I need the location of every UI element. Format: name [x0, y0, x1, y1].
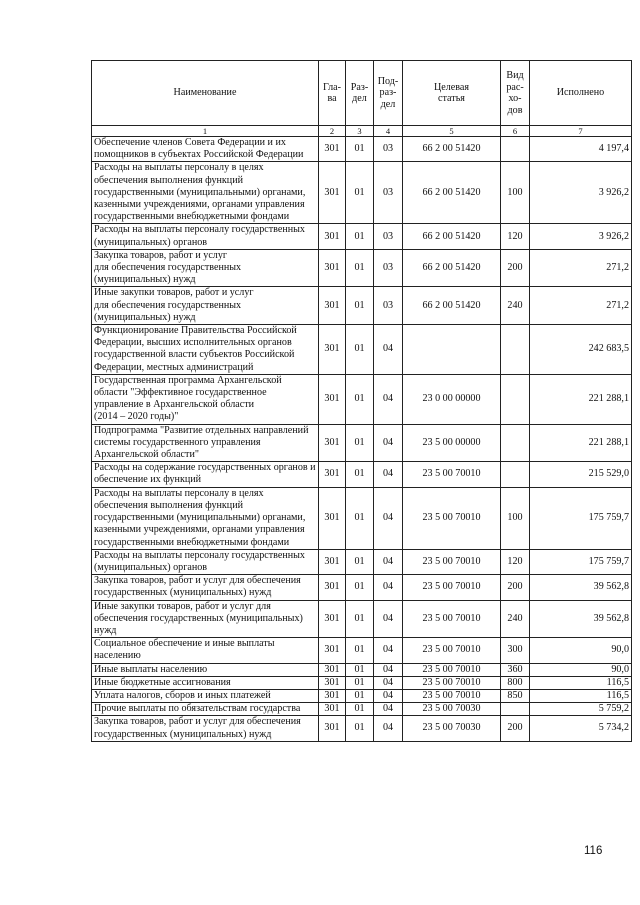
chapter-cell: 301	[319, 162, 346, 224]
table-row	[92, 287, 632, 325]
expense-type-cell: 200	[501, 716, 530, 741]
row-name-cell: Расходы на выплаты персоналу государственных (муниципальных) органов	[92, 549, 319, 574]
section-cell: 01	[346, 703, 374, 716]
table-row	[92, 676, 632, 689]
amount-cell: 271,2	[530, 287, 632, 325]
target-cell: 66 2 00 51420	[403, 287, 501, 325]
expense-type-cell: 100	[501, 162, 530, 224]
subsection-cell: 04	[374, 663, 403, 676]
table-row	[92, 249, 632, 287]
amount-cell: 215 529,0	[530, 462, 632, 487]
chapter-cell: 301	[319, 703, 346, 716]
row-name-cell: Закупка товаров, работ и услуг для обеспечения государственных (муниципальных) нужд	[92, 575, 319, 600]
header-name: Наименование	[92, 61, 319, 126]
expense-type-cell	[501, 137, 530, 162]
section-cell: 01	[346, 487, 374, 549]
row-name-cell: Расходы на выплаты персоналу в целях обеспечения выполнения функций государственными (муниципальными) органами, казенными учреждениями, органами управления государственными внебюджетными фондами	[92, 487, 319, 549]
table-row	[92, 575, 632, 600]
header-subsection: Под- раз- дел	[374, 61, 403, 126]
row-name-cell: Социальное обеспечение и иные выплаты населению	[92, 638, 319, 663]
row-name-cell: Обеспечение членов Совета Федерации и их помощников в субъектах Российской Федерации	[92, 137, 319, 162]
row-name-cell: Уплата налогов, сборов и иных платежей	[92, 689, 319, 702]
section-cell: 01	[346, 287, 374, 325]
row-name-cell: Иные закупки товаров, работ и услуг для обеспечения государственных (муниципальных) нужд	[92, 600, 319, 638]
section-cell: 01	[346, 638, 374, 663]
header-section: Раз- дел	[346, 61, 374, 126]
amount-cell: 175 759,7	[530, 549, 632, 574]
table-row	[92, 487, 632, 549]
amount-cell: 3 926,2	[530, 162, 632, 224]
amount-cell: 90,0	[530, 638, 632, 663]
chapter-cell: 301	[319, 224, 346, 249]
table-row	[92, 689, 632, 702]
subsection-cell: 04	[374, 424, 403, 462]
chapter-cell: 301	[319, 325, 346, 375]
column-number: 1	[92, 126, 319, 137]
amount-cell: 3 926,2	[530, 224, 632, 249]
target-cell: 23 5 00 70010	[403, 689, 501, 702]
amount-cell: 5 734,2	[530, 716, 632, 741]
expense-type-cell: 200	[501, 575, 530, 600]
expense-type-cell	[501, 424, 530, 462]
subsection-cell: 03	[374, 137, 403, 162]
target-cell	[403, 325, 501, 375]
target-cell: 23 5 00 70010	[403, 638, 501, 663]
subsection-cell: 04	[374, 676, 403, 689]
chapter-cell: 301	[319, 663, 346, 676]
table-row	[92, 325, 632, 375]
chapter-cell: 301	[319, 638, 346, 663]
expense-type-cell: 240	[501, 600, 530, 638]
target-cell: 23 5 00 70010	[403, 575, 501, 600]
amount-cell: 39 562,8	[530, 575, 632, 600]
table-row	[92, 703, 632, 716]
header-target: Целевая статья	[403, 61, 501, 126]
row-name-cell: Иные закупки товаров, работ и услуг для обеспечения государственных (муниципальных) нужд	[92, 287, 319, 325]
row-name-cell: Иные выплаты населению	[92, 663, 319, 676]
expense-type-cell: 120	[501, 549, 530, 574]
section-cell: 01	[346, 689, 374, 702]
row-name-cell: Прочие выплаты по обязательствам государства	[92, 703, 319, 716]
target-cell: 23 5 00 70010	[403, 549, 501, 574]
subsection-cell: 04	[374, 374, 403, 424]
row-name-cell: Иные бюджетные ассигнования	[92, 676, 319, 689]
expense-type-cell	[501, 325, 530, 375]
amount-cell: 221 288,1	[530, 374, 632, 424]
section-cell: 01	[346, 600, 374, 638]
page-number: 116	[584, 845, 603, 857]
header-executed: Исполнено	[530, 61, 632, 126]
target-cell: 23 5 00 70010	[403, 487, 501, 549]
target-cell: 23 5 00 00000	[403, 424, 501, 462]
section-cell: 01	[346, 224, 374, 249]
subsection-cell: 04	[374, 487, 403, 549]
budget-execution-table	[91, 60, 632, 742]
section-cell: 01	[346, 374, 374, 424]
section-cell: 01	[346, 676, 374, 689]
section-cell: 01	[346, 424, 374, 462]
chapter-cell: 301	[319, 249, 346, 287]
expense-type-cell: 850	[501, 689, 530, 702]
expense-type-cell	[501, 374, 530, 424]
header-chapter: Гла- ва	[319, 61, 346, 126]
row-name-cell: Закупка товаров, работ и услуг для обеспечения государственных (муниципальных) нужд	[92, 716, 319, 741]
target-cell: 66 2 00 51420	[403, 137, 501, 162]
amount-cell: 175 759,7	[530, 487, 632, 549]
subsection-cell: 04	[374, 575, 403, 600]
amount-cell: 242 683,5	[530, 325, 632, 375]
chapter-cell: 301	[319, 287, 346, 325]
table-row	[92, 462, 632, 487]
header-expense-type: Вид рас- хо- дов	[501, 61, 530, 126]
section-cell: 01	[346, 162, 374, 224]
expense-type-cell: 200	[501, 249, 530, 287]
row-name-cell: Подпрограмма "Развитие отдельных направлений системы государственного управления Архангельской области"	[92, 424, 319, 462]
row-name-cell: Расходы на выплаты персоналу государственных (муниципальных) органов	[92, 224, 319, 249]
column-number: 4	[374, 126, 403, 137]
row-name-cell: Расходы на содержание государственных органов и обеспечение их функций	[92, 462, 319, 487]
target-cell: 66 2 00 51420	[403, 249, 501, 287]
target-cell: 23 5 00 70010	[403, 462, 501, 487]
amount-cell: 90,0	[530, 663, 632, 676]
subsection-cell: 04	[374, 325, 403, 375]
expense-type-cell: 300	[501, 638, 530, 663]
subsection-cell: 04	[374, 689, 403, 702]
amount-cell: 116,5	[530, 689, 632, 702]
target-cell: 23 5 00 70010	[403, 600, 501, 638]
table-row	[92, 716, 632, 741]
header-row	[92, 61, 632, 126]
amount-cell: 39 562,8	[530, 600, 632, 638]
chapter-cell: 301	[319, 716, 346, 741]
chapter-cell: 301	[319, 424, 346, 462]
chapter-cell: 301	[319, 137, 346, 162]
target-cell: 23 5 00 70030	[403, 703, 501, 716]
amount-cell: 5 759,2	[530, 703, 632, 716]
chapter-cell: 301	[319, 462, 346, 487]
row-name-cell: Государственная программа Архангельской области "Эффективное государственное управление в Архангельской области (2014 – 2020 годы)"	[92, 374, 319, 424]
target-cell: 23 5 00 70010	[403, 663, 501, 676]
table-row	[92, 137, 632, 162]
expense-type-cell: 100	[501, 487, 530, 549]
section-cell: 01	[346, 325, 374, 375]
table-row	[92, 424, 632, 462]
amount-cell: 116,5	[530, 676, 632, 689]
subsection-cell: 04	[374, 549, 403, 574]
chapter-cell: 301	[319, 600, 346, 638]
section-cell: 01	[346, 575, 374, 600]
subsection-cell: 03	[374, 162, 403, 224]
chapter-cell: 301	[319, 487, 346, 549]
subsection-cell: 04	[374, 638, 403, 663]
subsection-cell: 04	[374, 462, 403, 487]
table-row	[92, 224, 632, 249]
table-row	[92, 374, 632, 424]
section-cell: 01	[346, 663, 374, 676]
chapter-cell: 301	[319, 374, 346, 424]
section-cell: 01	[346, 249, 374, 287]
chapter-cell: 301	[319, 575, 346, 600]
column-number: 2	[319, 126, 346, 137]
subsection-cell: 04	[374, 703, 403, 716]
target-cell: 66 2 00 51420	[403, 162, 501, 224]
amount-cell: 221 288,1	[530, 424, 632, 462]
table-row	[92, 162, 632, 224]
chapter-cell: 301	[319, 676, 346, 689]
amount-cell: 271,2	[530, 249, 632, 287]
expense-type-cell	[501, 703, 530, 716]
table-row	[92, 600, 632, 638]
row-name-cell: Закупка товаров, работ и услуг для обеспечения государственных (муниципальных) нужд	[92, 249, 319, 287]
table-row	[92, 549, 632, 574]
section-cell: 01	[346, 462, 374, 487]
subsection-cell: 04	[374, 600, 403, 638]
table-row	[92, 663, 632, 676]
expense-type-cell: 120	[501, 224, 530, 249]
amount-cell: 4 197,4	[530, 137, 632, 162]
column-number: 6	[501, 126, 530, 137]
section-cell: 01	[346, 137, 374, 162]
expense-type-cell	[501, 462, 530, 487]
chapter-cell: 301	[319, 689, 346, 702]
column-number: 3	[346, 126, 374, 137]
expense-type-cell: 360	[501, 663, 530, 676]
section-cell: 01	[346, 716, 374, 741]
table-row	[92, 638, 632, 663]
target-cell: 23 5 00 70010	[403, 676, 501, 689]
subsection-cell: 03	[374, 249, 403, 287]
row-name-cell: Функционирование Правительства Российской Федерации, высших исполнительных органов государственной власти субъектов Российской Федерации, местных администраций	[92, 325, 319, 375]
column-number-row	[92, 126, 632, 137]
subsection-cell: 04	[374, 716, 403, 741]
subsection-cell: 03	[374, 287, 403, 325]
target-cell: 23 0 00 00000	[403, 374, 501, 424]
column-number: 7	[530, 126, 632, 137]
column-number: 5	[403, 126, 501, 137]
chapter-cell: 301	[319, 549, 346, 574]
target-cell: 23 5 00 70030	[403, 716, 501, 741]
subsection-cell: 03	[374, 224, 403, 249]
expense-type-cell: 800	[501, 676, 530, 689]
expense-type-cell: 240	[501, 287, 530, 325]
row-name-cell: Расходы на выплаты персоналу в целях обеспечения выполнения функций государственными (муниципальными) органами, казенными учреждениями, органами управления государственными внебюджетными фондами	[92, 162, 319, 224]
section-cell: 01	[346, 549, 374, 574]
target-cell: 66 2 00 51420	[403, 224, 501, 249]
